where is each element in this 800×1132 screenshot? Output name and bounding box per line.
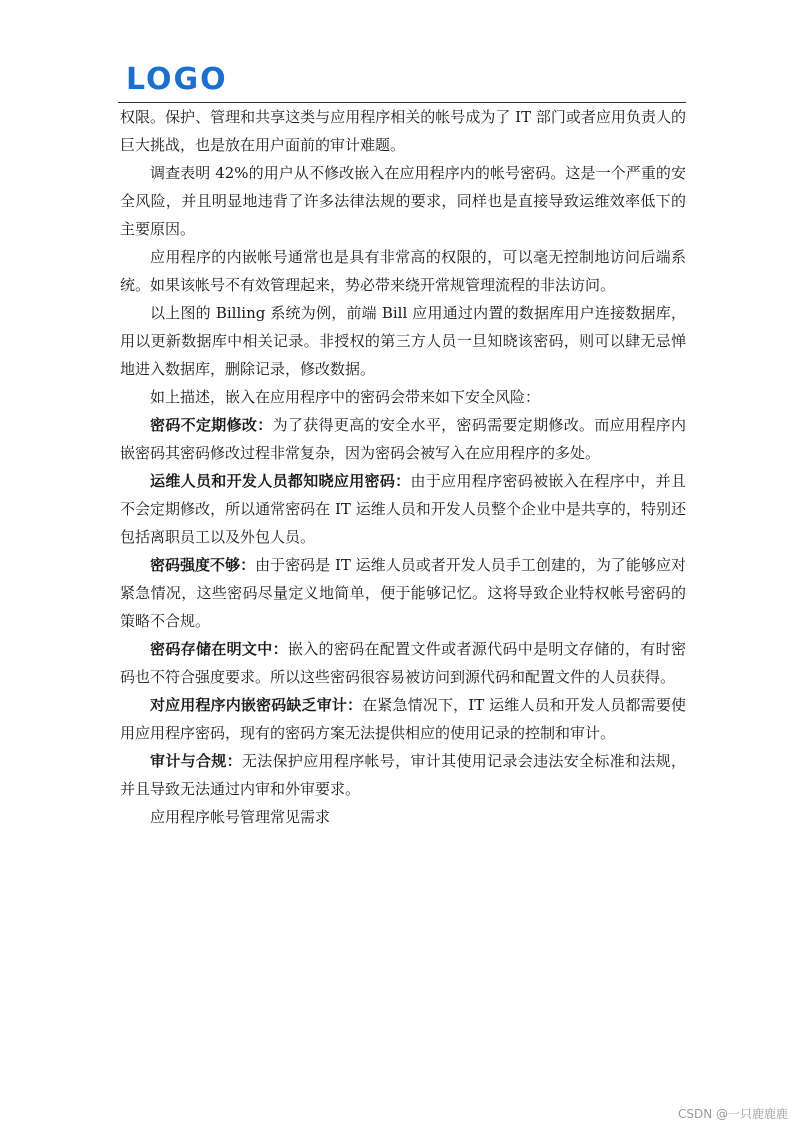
paragraph bbox=[120, 299, 686, 383]
paragraph-term: 密码强度不够： bbox=[150, 556, 256, 574]
paragraph-risk-plaintext bbox=[120, 635, 686, 691]
paragraph-risk-no-audit bbox=[120, 691, 686, 747]
paragraph-term: 密码存储在明文中： bbox=[150, 640, 288, 658]
paragraph-text: 由于应用程序密码被嵌入在程序中，并且不会定期修改，所以通常密码在 IT 运维人员和开发人员整个企业中是共享的，特别还包括离职员工以及外包人员。 bbox=[120, 472, 686, 546]
paragraph-text: 为了获得更高的安全水平，密码需要定期修改。而应用程序内嵌密码其密码修改过程非常复杂，因为密码会被写入在应用程序的多处。 bbox=[120, 416, 686, 462]
paragraph-risk-password-known bbox=[120, 467, 686, 551]
paragraph-risk-weak-password bbox=[120, 551, 686, 635]
paragraph-text: 以上图的 Billing 系统为例，前端 Bill 应用通过内置的数据库用户连接数据库，用以更新数据库中相关记录。非授权的第三方人员一旦知晓该密码，则可以肆无忌惮地进入数据库，删除记录，修改数据。 bbox=[120, 304, 686, 378]
page-header bbox=[118, 60, 686, 103]
paragraph bbox=[120, 103, 686, 159]
paragraph bbox=[120, 243, 686, 299]
paragraph-text: 权限。保护、管理和共享这类与应用程序相关的帐号成为了 IT 部门或者应用负责人的巨大挑战，也是放在用户面前的审计难题。 bbox=[120, 108, 686, 154]
paragraph-risk-compliance bbox=[120, 747, 686, 803]
paragraph bbox=[120, 383, 686, 411]
paragraph-term: 密码不定期修改： bbox=[150, 416, 273, 434]
paragraph-text: 由于密码是 IT 运维人员或者开发人员手工创建的，为了能够应对紧急情况，这些密码尽量定义地简单，便于能够记忆。这将导致企业特权帐号密码的策略不合规。 bbox=[120, 556, 686, 630]
paragraph-term: 审计与合规： bbox=[150, 752, 242, 770]
paragraph-text: 调查表明 42%的用户从不修改嵌入在应用程序内的帐号密码。这是一个严重的安全风险，并且明显地违背了许多法律法规的要求，同样也是直接导致运维效率低下的主要原因。 bbox=[120, 164, 686, 238]
paragraph-text: 如上描述，嵌入在应用程序中的密码会带来如下安全风险： bbox=[150, 388, 541, 406]
paragraph-text: 应用程序帐号管理常见需求 bbox=[150, 808, 331, 826]
paragraph-risk-password-not-changed bbox=[120, 411, 686, 467]
paragraph-term: 运维人员和开发人员都知晓应用密码： bbox=[150, 472, 411, 490]
paragraph-text: 在紧急情况下，IT 运维人员和开发人员都需要使用应用程序密码，现有的密码方案无法提供相应的使用记录的控制和审计。 bbox=[120, 696, 686, 742]
paragraph-text: 无法保护应用程序帐号，审计其使用记录会违法安全标准和法规，并且导致无法通过内审和外审要求。 bbox=[120, 752, 686, 798]
paragraph-text: 嵌入的密码在配置文件或者源代码中是明文存储的，有时密码也不符合强度要求。所以这些密码很容易被访问到源代码和配置文件的人员获得。 bbox=[120, 640, 686, 686]
paragraph bbox=[120, 803, 686, 831]
paragraph-text: 应用程序的内嵌帐号通常也是具有非常高的权限的，可以毫无控制地访问后端系统。如果该帐号不有效管理起来，势必带来绕开常规管理流程的非法访问。 bbox=[120, 248, 686, 294]
logo: LOGO bbox=[126, 62, 228, 97]
watermark: CSDN @一只鹿鹿鹿 bbox=[677, 1107, 788, 1121]
paragraph-term: 对应用程序内嵌密码缺乏审计： bbox=[150, 696, 363, 714]
document-body bbox=[120, 103, 686, 831]
paragraph bbox=[120, 159, 686, 243]
